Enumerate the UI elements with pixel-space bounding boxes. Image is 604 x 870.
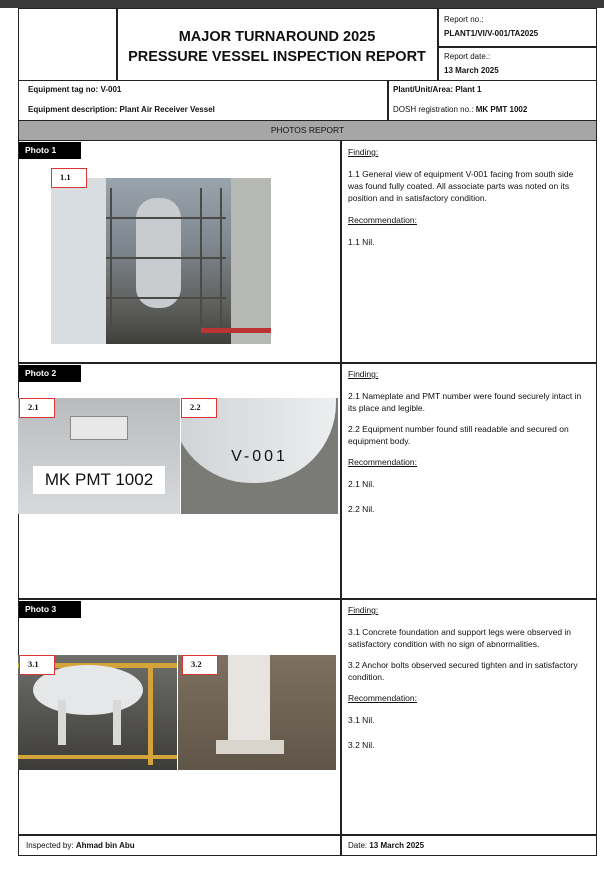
dosh-value: MK PMT 1002	[475, 105, 528, 114]
finding-heading: Finding:	[348, 147, 379, 157]
support-leg-image	[228, 655, 270, 750]
divider	[340, 140, 342, 856]
dosh-label: DOSH registration no.:	[393, 105, 474, 114]
photo-tag: 3.1	[19, 655, 55, 675]
photos-report-band: PHOTOS REPORT	[18, 120, 597, 141]
equipment-description: Equipment description: Plant Air Receiver Vessel	[28, 105, 215, 114]
photo-tag: 2.1	[19, 398, 55, 418]
pmt-number-text: MK PMT 1002	[33, 466, 165, 494]
recommendation-item: 2.2 Nil.	[348, 504, 375, 514]
report-no	[444, 14, 538, 40]
recommendation-heading: Recommendation:	[348, 215, 417, 225]
report-date	[444, 51, 499, 77]
finding-item: 3.2 Anchor bolts observed secured tighten and in satisfactory condition.	[348, 660, 578, 682]
report-no-value: PLANT1/VI/V-001/TA2025	[444, 29, 539, 38]
footer-date	[348, 840, 424, 852]
finding-heading: Finding:	[348, 605, 379, 615]
date-label: Date:	[348, 841, 368, 850]
recommendation-heading: Recommendation:	[348, 457, 417, 467]
photo-tag: 2.2	[181, 398, 217, 418]
dosh-registration	[393, 104, 527, 116]
recommendation-item: 3.2 Nil.	[348, 740, 375, 750]
divider	[18, 362, 597, 364]
inspector-name: Ahmad bin Abu	[75, 841, 135, 850]
vessel-scene-image	[51, 178, 271, 344]
divider	[18, 598, 597, 600]
divider	[18, 834, 597, 836]
recommendation-item: 2.1 Nil.	[348, 479, 375, 489]
photo-2-label: Photo 2	[19, 365, 81, 382]
plant-area: Plant/Unit/Area: Plant 1	[393, 85, 482, 94]
recommendation-item: 3.1 Nil.	[348, 715, 375, 725]
report-date-label: Report date.:	[444, 52, 491, 61]
divider	[387, 80, 389, 121]
nameplate-image	[70, 416, 128, 440]
date-value: 13 March 2025	[369, 841, 425, 850]
recommendation-item: 1.1 Nil.	[348, 237, 375, 247]
top-bar	[0, 0, 604, 8]
report-date-value: 13 March 2025	[444, 66, 499, 75]
report-title	[117, 27, 437, 67]
report-no-label: Report no.:	[444, 15, 484, 24]
title-line-2: PRESSURE VESSEL INSPECTION REPORT	[128, 49, 426, 65]
base-plate-image	[216, 740, 284, 754]
photo-1-notes	[348, 146, 588, 248]
photo-1-1[interactable]	[51, 178, 271, 344]
divider	[437, 46, 597, 48]
photo-1-label: Photo 1	[19, 142, 81, 159]
finding-item: 2.2 Equipment number found still readable and secured on equipment body.	[348, 424, 569, 446]
photo-tag: 1.1	[51, 168, 87, 188]
equipment-tag: Equipment tag no: V-001	[28, 85, 122, 94]
divider	[437, 8, 439, 81]
finding-item: 2.1 Nameplate and PMT number were found securely intact in its place and legible.	[348, 391, 582, 413]
photo-3-notes	[348, 604, 588, 751]
photo-tag: 3.2	[182, 655, 218, 675]
inspected-by	[26, 840, 135, 852]
inspected-label: Inspected by:	[26, 841, 74, 850]
recommendation-heading: Recommendation:	[348, 693, 417, 703]
photo-3-label: Photo 3	[19, 601, 81, 618]
finding-item: 1.1 General view of equipment V-001 facing from south side was found fully coated. All associate parts was noted on its position and in satisfactory condition.	[348, 169, 574, 203]
title-line-1: MAJOR TURNAROUND 2025	[178, 29, 376, 45]
finding-heading: Finding:	[348, 369, 379, 379]
finding-item: 3.1 Concrete foundation and support legs were observed in satisfactory condition with no sign of abnormalities.	[348, 627, 572, 649]
vessel-number-text: V-001	[231, 448, 288, 465]
photo-2-notes	[348, 368, 588, 515]
